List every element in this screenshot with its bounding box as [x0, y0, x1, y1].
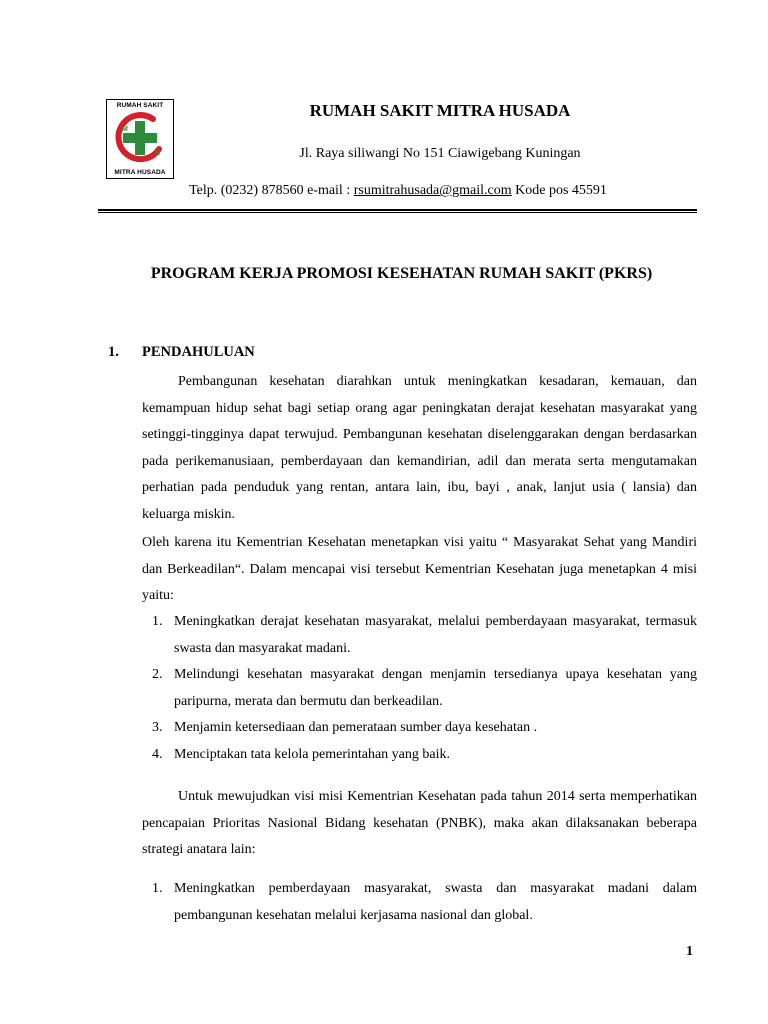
email-link[interactable]: rsumitrahusada@gmail.com: [353, 183, 512, 198]
list-item-number: 2.: [152, 667, 163, 682]
list-item: [142, 609, 697, 662]
hospital-contact: [98, 183, 698, 199]
header-divider-thin: [98, 212, 697, 213]
contact-prefix: Telp. (0232) 878560 e-mail :: [189, 183, 354, 198]
page-number: 1: [686, 944, 693, 959]
section-number: 1.: [108, 344, 119, 360]
logo-letter-h: H: [155, 150, 161, 157]
list-item-number: 4.: [152, 746, 163, 762]
mission-list: [142, 609, 697, 768]
hospital-logo: [106, 99, 174, 179]
list-item-number: 3.: [152, 720, 163, 735]
list-item-number: 1.: [152, 614, 163, 629]
list-item-text: Meningkatkan pemberdayaan masyarakat, swasta dan masyarakat madani dalam pembangunan kesehatan melalui kerjasama nasional dan global.: [174, 881, 697, 923]
logo-top-text: RUMAH SAKIT: [116, 102, 164, 109]
list-item-text: Melindungi kesehatan masyarakat dengan menjamin tersedianya upaya kesehatan yang paripurna, merata dan bermutu dan berkeadilan.: [174, 667, 697, 709]
paragraph-2: Oleh karena itu Kementrian Kesehatan menetapkan visi yaitu “ Masyarakat Sehat yang Mandiri dan Berkeadilan“. Dalam mencapai visi tersebut Kementrian Kesehatan juga menetapkan 4 misi yaitu:: [142, 535, 697, 603]
list-item: [142, 662, 697, 715]
document-title: PROGRAM KERJA PROMOSI KESEHATAN RUMAH SAKIT (PKRS): [150, 265, 653, 282]
list-item: [142, 876, 697, 929]
contact-suffix: Kode pos 45591: [511, 183, 607, 198]
header-divider-thick: [98, 209, 697, 211]
list-item-number: 1.: [152, 881, 163, 896]
list-item: [142, 742, 697, 769]
hospital-name: RUMAH SAKIT MITRA HUSADA: [309, 101, 571, 120]
hospital-address: Jl. Raya siliwangi No 151 Ciawigebang Kuningan: [299, 146, 581, 161]
paragraph-3: Untuk mewujudkan visi misi Kementrian Kesehatan pada tahun 2014 serta memperhatikan pencapaian Prioritas Nasional Bidang kesehatan (PNBK), maka akan dilaksanakan beberapa strategi anatara lain:: [142, 789, 697, 857]
list-item-text: Menjamin ketersediaan dan pemerataan sumber daya kesehatan .: [174, 720, 538, 735]
section-title: PENDAHULUAN: [142, 344, 255, 360]
strategy-list: [142, 876, 697, 929]
list-item-text: Meningkatkan derajat kesehatan masyarakat, melalui pemberdayaan masyarakat, termasuk swasta dan masyarakat madani.: [174, 614, 697, 656]
logo-bottom-text: MITRA HUSADA: [114, 169, 166, 176]
list-item-text: Menciptakan tata kelola pemerintahan yang baik.: [174, 746, 451, 762]
list-item: [142, 715, 697, 742]
hospital-cross-icon: [113, 111, 169, 165]
paragraph-1: Pembangunan kesehatan diarahkan untuk meningkatkan kesadaran, kemauan, dan kemampuan hidup sehat bagi setiap orang agar peningkatan derajat kesehatan masyarakat yang setinggi-tingginya dapat terwujud. Pembangunan kesehatan diselenggarakan dengan berdasarkan pada perikemanusiaan, pemberdayaan dan kemandirian, adil dan merata serta mengutamakan perhatian pada penduduk yang rentan, antara lain, ibu, bayi , anak, lanjut usia ( lansia) dan keluarga miskin.: [142, 374, 697, 522]
logo-letter-m: M: [122, 126, 128, 133]
